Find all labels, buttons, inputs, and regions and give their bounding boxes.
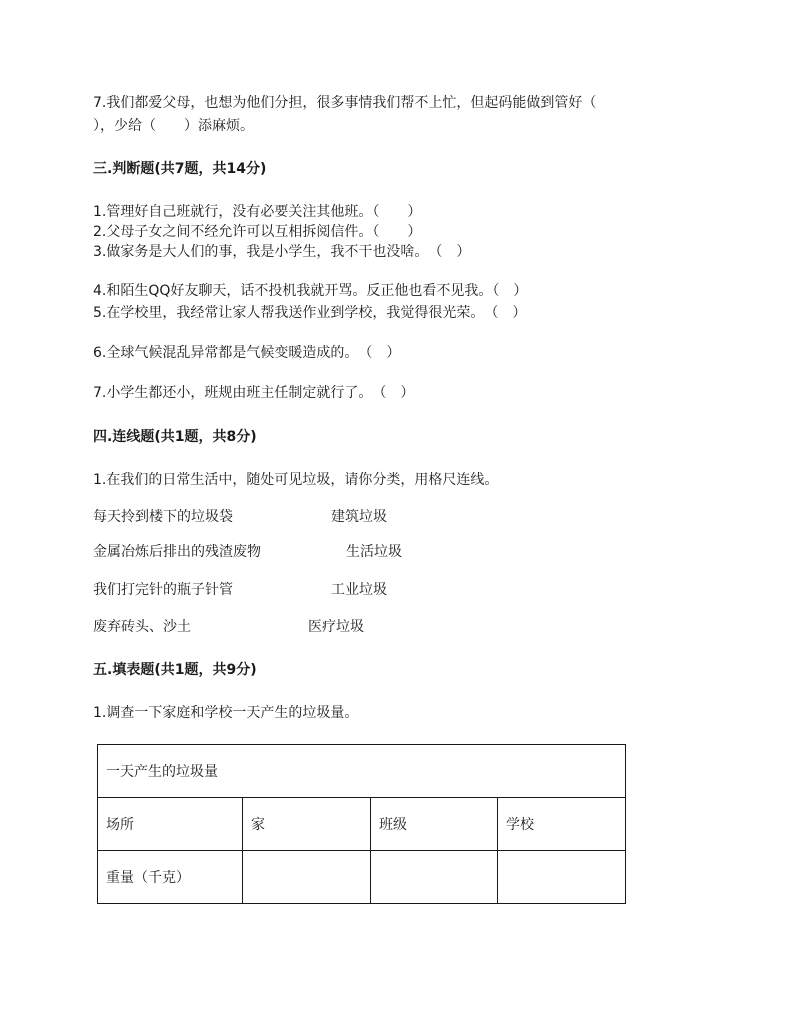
weight-label: 重量（千克） — [98, 851, 243, 904]
weight-school-cell[interactable] — [498, 851, 626, 904]
judge-item-5: 5.在学校里，我经常让家人帮我送作业到学校，我觉得很光荣。 （ ） — [93, 305, 527, 321]
garbage-survey-table — [97, 744, 626, 904]
section-4-title: 四.连线题(共1题，共8分) — [93, 429, 257, 445]
match-left-4: 废弃砖头、沙土 — [93, 619, 191, 635]
header-class: 班级 — [371, 798, 498, 851]
table-question: 1.调查一下家庭和学校一天产生的垃圾量。 — [93, 705, 359, 721]
match-right-1: 建筑垃圾 — [331, 509, 387, 525]
match-right-2: 生活垃圾 — [346, 544, 402, 560]
weight-class-cell[interactable] — [371, 851, 498, 904]
match-right-3: 工业垃圾 — [331, 582, 387, 598]
match-left-3: 我们打完针的瓶子针管 — [93, 582, 233, 598]
header-place: 场所 — [98, 798, 243, 851]
header-school: 学校 — [498, 798, 626, 851]
match-right-4: 医疗垃圾 — [308, 619, 364, 635]
judge-item-3: 3.做家务是大人们的事，我是小学生，我不干也没啥。 （ ） — [93, 244, 471, 260]
matching-question: 1.在我们的日常生活中，随处可见垃圾，请你分类，用格尺连线。 — [93, 472, 499, 488]
match-left-2: 金属冶炼后排出的残渣废物 — [93, 544, 261, 560]
judge-item-6: 6.全球气候混乱异常都是气候变暖造成的。 （ ） — [93, 345, 401, 361]
match-left-1: 每天拎到楼下的垃圾袋 — [93, 509, 233, 525]
question-7-line-2: ），少给（ ）添麻烦。 — [93, 118, 254, 134]
weight-home-cell[interactable] — [243, 851, 371, 904]
section-3-title: 三.判断题(共7题，共14分) — [93, 161, 267, 177]
table-header-row — [98, 798, 626, 851]
judge-item-1: 1.管理好自己班就行，没有必要关注其他班。（ ） — [93, 204, 422, 220]
judge-item-7: 7.小学生都还小，班规由班主任制定就行了。 （ ） — [93, 385, 415, 401]
table-caption: 一天产生的垃圾量 — [98, 745, 626, 798]
judge-item-2: 2.父母子女之间不经允许可以互相拆阅信件。（ ） — [93, 224, 422, 240]
question-7-line-1: 7.我们都爱父母，也想为他们分担，很多事情我们帮不上忙，但起码能做到管好（ — [93, 95, 597, 111]
header-home: 家 — [243, 798, 371, 851]
judge-item-4: 4.和陌生QQ好友聊天，话不投机我就开骂。反正他也看不见我。（ ） — [93, 283, 528, 299]
table-caption-row — [98, 745, 626, 798]
section-5-title: 五.填表题(共1题，共9分) — [93, 662, 257, 678]
table-weight-row — [98, 851, 626, 904]
